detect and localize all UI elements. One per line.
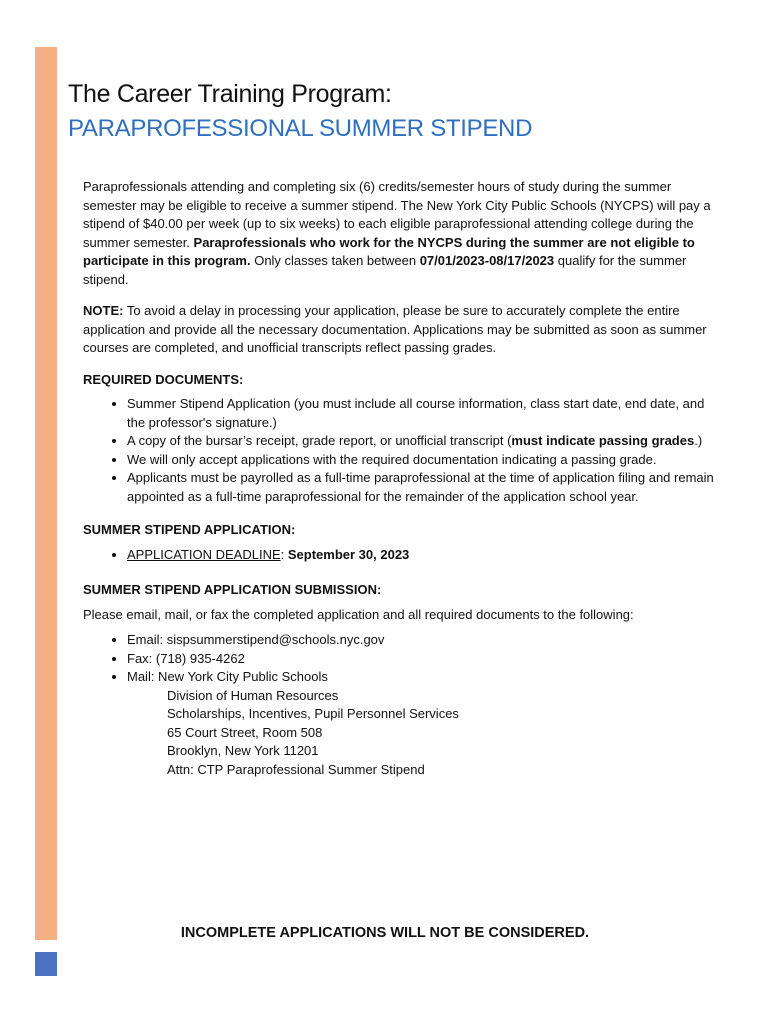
submission-heading: SUMMER STIPEND APPLICATION SUBMISSION: (83, 582, 382, 597)
deadline-value: September 30, 2023 (287, 546, 410, 562)
list-item-text: A copy of the bursar’s receipt, grade report, or unofficial transcript ( (127, 433, 512, 448)
list-item (127, 546, 723, 565)
list-item (127, 432, 723, 451)
list-item-text: Summer Stipend Application (you must include all course information, class start date, end date, and the professor's signature.) (127, 396, 705, 430)
application-heading: SUMMER STIPEND APPLICATION: (83, 522, 296, 537)
decorative-side-bar (35, 47, 57, 940)
address-line: Attn: CTP Paraprofessional Summer Stipend (167, 761, 425, 777)
note-text: To avoid a delay in processing your application, please be sure to accurately complete the entire application and provide all the necessary documentation. Applications may be submitted as soon as summer courses are completed, and unofficial transcripts reflect passing grades. (83, 303, 707, 355)
note-paragraph (83, 302, 723, 358)
address-line: Division of Human Resources (167, 687, 339, 703)
mail-label: Mail: New York City Public Schools (127, 669, 328, 684)
list-item (127, 395, 723, 432)
intro-text: Only classes taken between (250, 253, 420, 268)
address-line: Scholarships, Incentives, Pupil Personnel Services (167, 706, 459, 721)
fax-text: Fax: (718) 935-4262 (127, 650, 245, 666)
page-subtitle: PARAPROFESSIONAL SUMMER STIPEND (68, 115, 533, 142)
application-list (83, 546, 723, 565)
email-text: Email: sispsummerstipend@schools.nyc.gov (127, 632, 385, 647)
list-item (127, 469, 723, 506)
address-line: Brooklyn, New York 11201 (167, 743, 319, 758)
list-item (127, 451, 723, 470)
decorative-square (35, 952, 57, 976)
contact-list (83, 631, 723, 779)
intro-paragraph (83, 178, 723, 289)
required-documents-heading: REQUIRED DOCUMENTS: (83, 371, 244, 387)
intro-text: Paraprofessionals attending and completing six (6) credits/semester hours of study during the summer semester may be eligible to receive a summer stipend. The New York City Public Schools (NYCPS) will pay a stipend of $40.00 per week (up to six weeks) to each eligible paraprofessional attending college during the summer semester. (83, 179, 711, 250)
list-item-text: We will only accept applications with the required documentation indicating a passing grade. (127, 451, 657, 467)
submission-intro: Please email, mail, or fax the completed application and all required documents to the following: (83, 606, 634, 622)
mail-item (127, 668, 723, 779)
list-item-text: .) (694, 433, 703, 448)
fax-item (127, 650, 723, 669)
footer-warning: INCOMPLETE APPLICATIONS WILL NOT BE CONSIDERED. (180, 925, 590, 941)
eligibility-note: Paraprofessionals who work for the NYCPS during the summer are not eligible to participate in this program. (83, 234, 695, 268)
required-documents-list (83, 395, 723, 506)
intro-text: qualify for the summer stipend. (83, 253, 687, 287)
list-item-text: Applicants must be payrolled as a full-time paraprofessional at the time of application filing and remain appointed as a full-time paraprofessional for the remainder of the application school year. (127, 470, 714, 504)
date-range: 07/01/2023-08/17/2023 (419, 253, 555, 268)
document-body (83, 178, 723, 779)
email-item (127, 631, 723, 650)
deadline-separator: : (280, 546, 288, 562)
address-line: 65 Court Street, Room 508 (167, 724, 323, 740)
note-label: NOTE: (83, 303, 124, 318)
deadline-label: APPLICATION DEADLINE (127, 546, 281, 562)
page-title: The Career Training Program: (68, 80, 392, 108)
list-item-emphasis: must indicate passing grades (511, 433, 695, 448)
